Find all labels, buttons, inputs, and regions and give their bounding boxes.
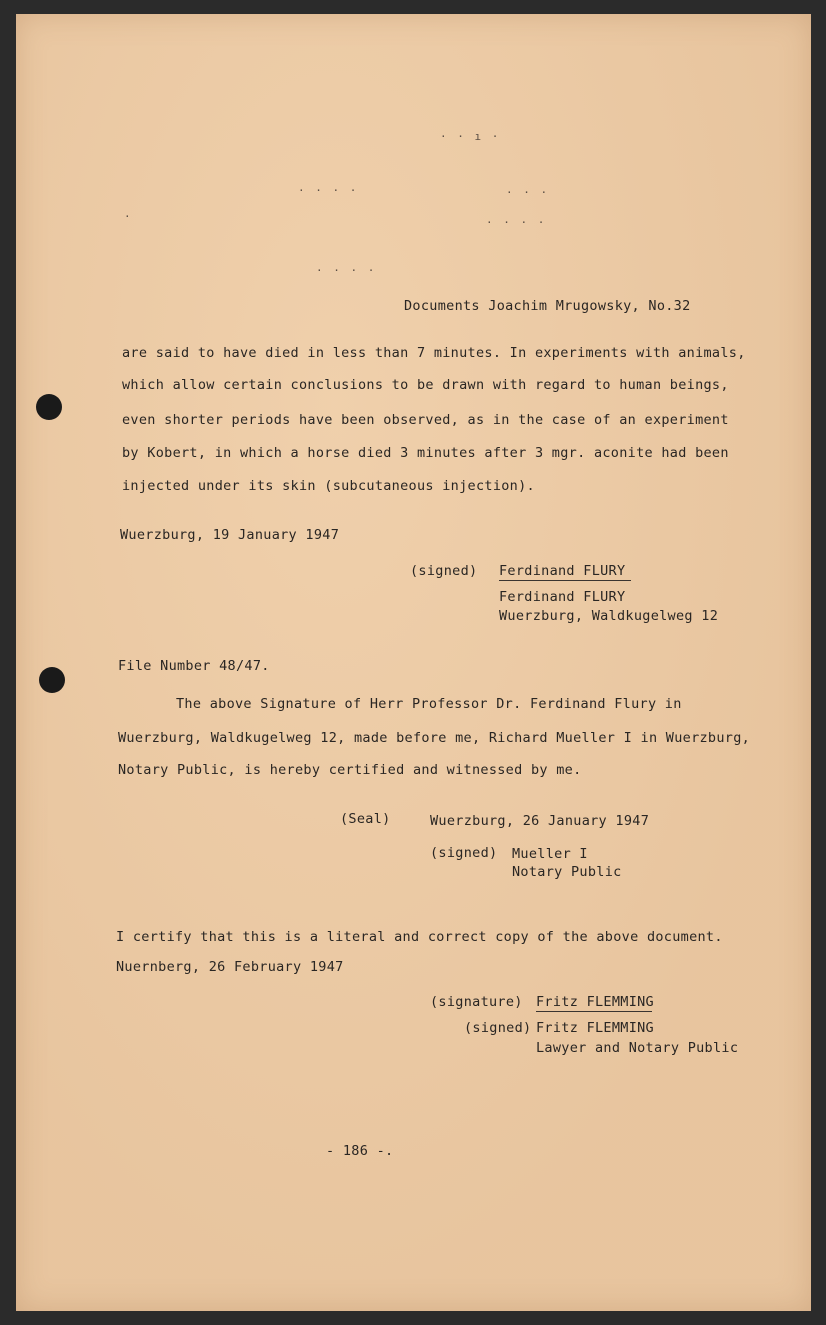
certification-place-date: Nuernberg, 26 February 1947 — [116, 959, 344, 975]
signature-name: Fritz FLEMMING — [536, 994, 654, 1010]
document-reference: Documents Joachim Mrugowsky, No.32 — [404, 298, 691, 314]
punch-hole — [39, 667, 65, 693]
signed-label: (signed) — [410, 563, 478, 579]
signed-name: Ferdinand FLURY — [499, 563, 631, 581]
signatory-name: Ferdinand FLURY — [499, 589, 626, 605]
lawyer-title: Lawyer and Notary Public — [536, 1040, 739, 1056]
notary-signed-name: Mueller I — [512, 846, 588, 862]
signed-label: (signed) — [430, 845, 498, 861]
body-line: which allow certain conclusions to be drawn with regard to human beings, — [122, 377, 729, 393]
notary-line: Notary Public, is hereby certified and witnessed by me. — [118, 762, 582, 778]
document-page — [16, 14, 811, 1311]
body-line: even shorter periods have been observed, as in the case of an experiment — [122, 412, 729, 428]
seal-label: (Seal) — [340, 811, 391, 827]
body-line: injected under its skin (subcutaneous injection). — [122, 478, 535, 494]
faint-mark: · · · · — [486, 216, 547, 229]
faint-mark: · · · · — [298, 184, 359, 197]
signatory-address: Wuerzburg, Waldkugelweg 12 — [499, 608, 719, 624]
notary-line: The above Signature of Herr Professor Dr. Ferdinand Flury in — [176, 696, 682, 712]
notary-date: Wuerzburg, 26 January 1947 — [430, 813, 650, 829]
faint-mark: · · ı · — [440, 130, 501, 143]
punch-hole — [36, 394, 62, 420]
page-number: - 186 -. — [326, 1143, 394, 1159]
signed-label: (signed) — [464, 1020, 532, 1036]
signature-label: (signature) — [430, 994, 523, 1010]
signed-name: Fritz FLEMMING — [536, 1020, 654, 1036]
faint-mark: · — [124, 210, 133, 223]
file-number: File Number 48/47. — [118, 658, 270, 674]
certification-statement: I certify that this is a literal and correct copy of the above document. — [116, 929, 723, 945]
body-line: are said to have died in less than 7 minutes. In experiments with animals, — [122, 345, 746, 361]
place-date: Wuerzburg, 19 January 1947 — [120, 527, 340, 543]
body-line: by Kobert, in which a horse died 3 minutes after 3 mgr. aconite had been — [122, 445, 729, 461]
faint-mark: · · · — [506, 186, 550, 199]
notary-line: Wuerzburg, Waldkugelweg 12, made before me, Richard Mueller I in Wuerzburg, — [118, 730, 751, 746]
faint-mark: · · · · — [316, 264, 377, 277]
notary-title: Notary Public — [512, 864, 622, 880]
